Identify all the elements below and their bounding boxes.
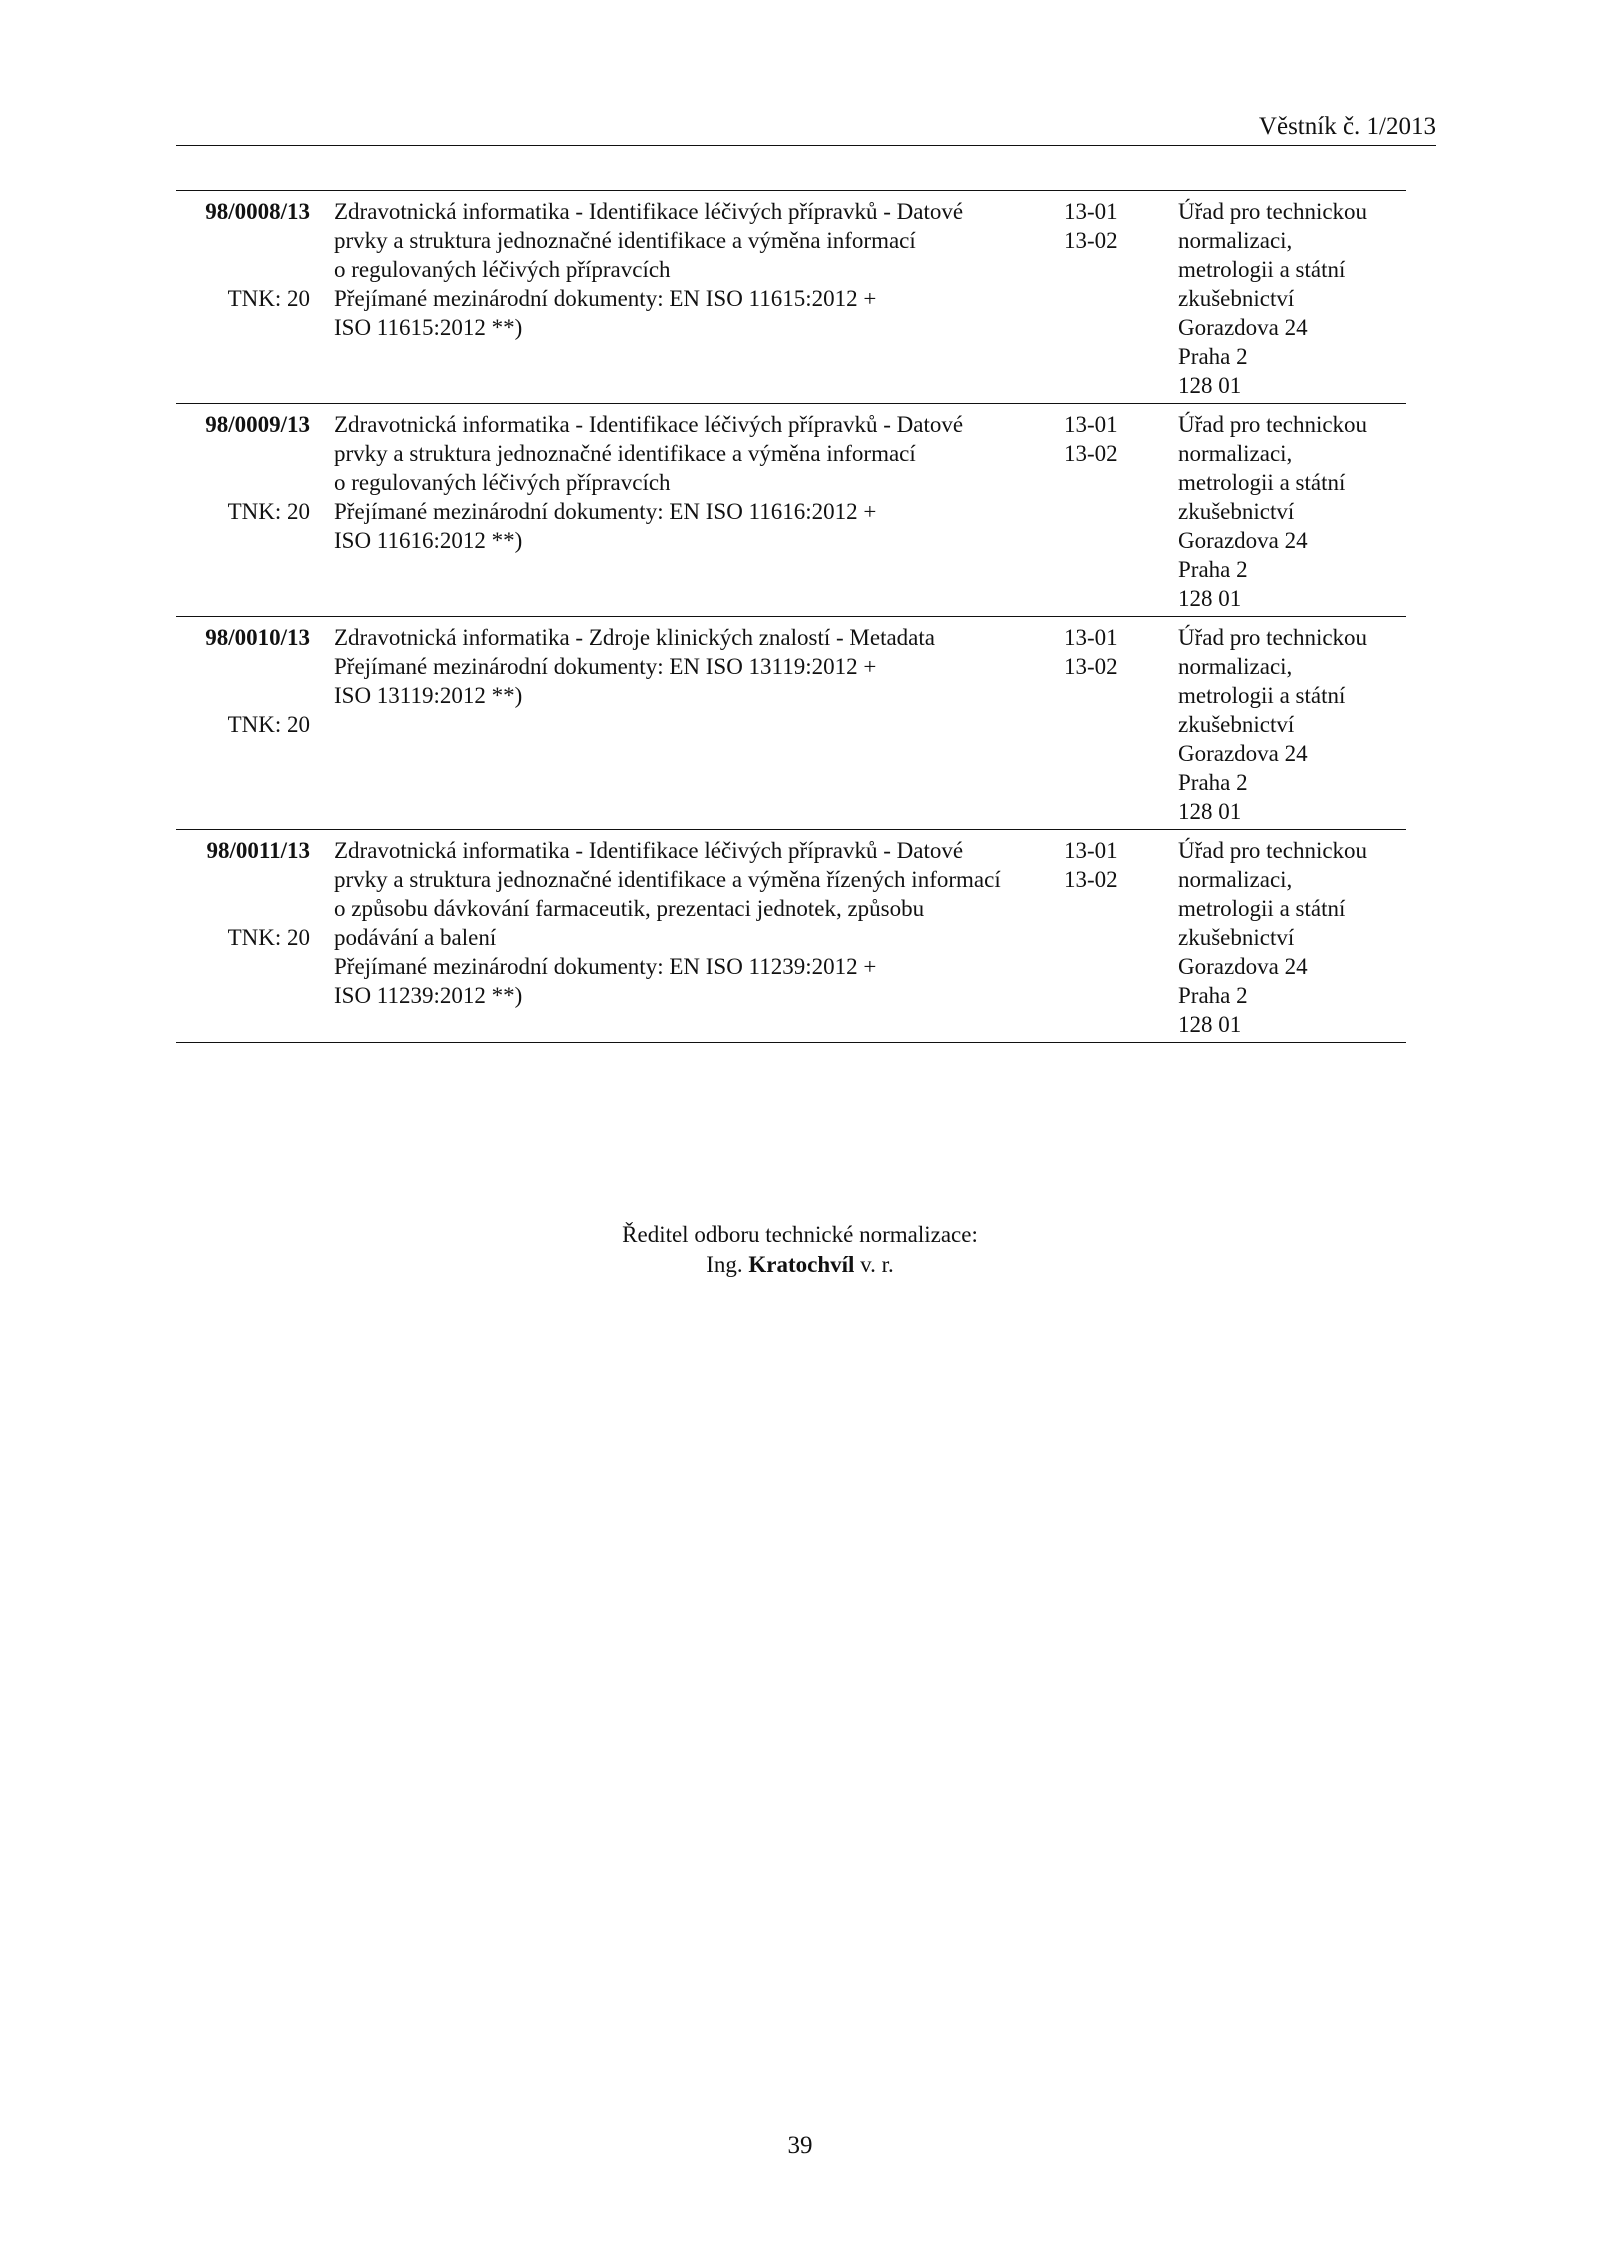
- office-line: Praha 2: [1178, 344, 1248, 369]
- office-line: Úřad pro technickou: [1178, 625, 1368, 650]
- description-line: ISO 11615:2012 **): [334, 315, 523, 340]
- office-line: Gorazdova 24: [1178, 741, 1308, 766]
- entry-id-cell: [176, 197, 310, 313]
- ics-code: 13-02: [1064, 228, 1118, 253]
- ics-code: 13-01: [1064, 199, 1118, 224]
- entry-ics: [1064, 836, 1154, 894]
- ics-code: 13-01: [1064, 838, 1118, 863]
- entry-id-cell: [176, 623, 310, 739]
- description-line: ISO 11239:2012 **): [334, 983, 523, 1008]
- entry-number: 98/0008/13: [205, 199, 310, 224]
- description-line: o regulovaných léčivých přípravcích: [334, 470, 671, 495]
- signature-name-line: [0, 1250, 1600, 1280]
- ics-code: 13-01: [1064, 625, 1118, 650]
- office-line: Gorazdova 24: [1178, 954, 1308, 979]
- signature-suffix: v. r.: [860, 1252, 894, 1277]
- description-line: Přejímané mezinárodní dokumenty: EN ISO 11616:2012 +: [334, 499, 877, 524]
- office-line: zkušebnictví: [1178, 925, 1295, 950]
- standards-table: [176, 190, 1406, 1043]
- ics-code: 13-01: [1064, 412, 1118, 437]
- office-line: normalizaci,: [1178, 228, 1293, 253]
- entry-id-cell: [176, 410, 310, 526]
- signature-prefix: Ing.: [706, 1252, 743, 1277]
- description-line: prvky a struktura jednoznačné identifikace a výměna informací: [334, 441, 916, 466]
- bulletin-title: Věstník č. 1/2013: [1258, 113, 1436, 140]
- signature-name: Kratochvíl: [748, 1252, 855, 1277]
- description-line: Přejímané mezinárodní dokumenty: EN ISO 11615:2012 +: [334, 286, 877, 311]
- table-row: [176, 617, 1406, 830]
- office-line: normalizaci,: [1178, 441, 1293, 466]
- entry-tnk: TNK: 20: [227, 925, 310, 950]
- office-line: metrologii a státní: [1178, 257, 1346, 282]
- entry-id-cell: [176, 836, 310, 952]
- description-line: Zdravotnická informatika - Identifikace léčivých přípravků - Datové: [334, 199, 964, 224]
- entry-number: 98/0009/13: [205, 412, 310, 437]
- description-line: Přejímané mezinárodní dokumenty: EN ISO 13119:2012 +: [334, 654, 877, 679]
- office-line: Úřad pro technickou: [1178, 412, 1368, 437]
- description-line: ISO 11616:2012 **): [334, 528, 523, 553]
- description-line: Zdravotnická informatika - Zdroje klinických znalostí - Metadata: [334, 625, 935, 650]
- office-line: Praha 2: [1178, 983, 1248, 1008]
- office-line: 128 01: [1178, 586, 1242, 611]
- description-line: ISO 13119:2012 **): [334, 683, 523, 708]
- description-line: podávání a balení: [334, 925, 497, 950]
- ics-code: 13-02: [1064, 867, 1118, 892]
- entry-tnk: TNK: 20: [227, 712, 310, 737]
- office-line: 128 01: [1178, 1012, 1242, 1037]
- office-line: Gorazdova 24: [1178, 315, 1308, 340]
- description-line: prvky a struktura jednoznačné identifikace a výměna řízených informací: [334, 867, 1001, 892]
- entry-description: [334, 410, 1034, 555]
- office-line: Praha 2: [1178, 557, 1248, 582]
- entry-description: [334, 623, 1034, 710]
- office-line: metrologii a státní: [1178, 683, 1346, 708]
- description-line: Zdravotnická informatika - Identifikace léčivých přípravků - Datové: [334, 412, 964, 437]
- office-line: metrologii a státní: [1178, 470, 1346, 495]
- office-line: normalizaci,: [1178, 654, 1293, 679]
- entry-tnk: TNK: 20: [227, 499, 310, 524]
- description-line: o regulovaných léčivých přípravcích: [334, 257, 671, 282]
- table-row: [176, 830, 1406, 1043]
- office-line: Úřad pro technickou: [1178, 199, 1368, 224]
- entry-ics: [1064, 410, 1154, 468]
- ics-code: 13-02: [1064, 441, 1118, 466]
- office-line: normalizaci,: [1178, 867, 1293, 892]
- office-line: 128 01: [1178, 799, 1242, 824]
- office-line: metrologii a státní: [1178, 896, 1346, 921]
- office-line: zkušebnictví: [1178, 499, 1295, 524]
- entry-office: [1178, 410, 1403, 613]
- entry-office: [1178, 197, 1403, 400]
- signature-block: [0, 1220, 1600, 1280]
- entry-number: 98/0010/13: [205, 625, 310, 650]
- description-line: Přejímané mezinárodní dokumenty: EN ISO 11239:2012 +: [334, 954, 877, 979]
- office-line: zkušebnictví: [1178, 712, 1295, 737]
- entry-ics: [1064, 623, 1154, 681]
- table-row: [176, 191, 1406, 404]
- entry-number: 98/0011/13: [206, 838, 310, 863]
- entry-office: [1178, 623, 1403, 826]
- header-divider: [176, 145, 1436, 146]
- entry-office: [1178, 836, 1403, 1039]
- office-line: Gorazdova 24: [1178, 528, 1308, 553]
- office-line: Praha 2: [1178, 770, 1248, 795]
- entry-ics: [1064, 197, 1154, 255]
- entry-description: [334, 836, 1034, 1010]
- office-line: 128 01: [1178, 373, 1242, 398]
- page-number: 39: [787, 2132, 813, 2159]
- description-line: Zdravotnická informatika - Identifikace léčivých přípravků - Datové: [334, 838, 964, 863]
- entry-tnk: TNK: 20: [227, 286, 310, 311]
- description-line: prvky a struktura jednoznačné identifikace a výměna informací: [334, 228, 916, 253]
- signature-role: Ředitel odboru technické normalizace:: [622, 1222, 978, 1247]
- description-line: o způsobu dávkování farmaceutik, prezentaci jednotek, způsobu: [334, 896, 925, 921]
- entry-description: [334, 197, 1034, 342]
- office-line: zkušebnictví: [1178, 286, 1295, 311]
- ics-code: 13-02: [1064, 654, 1118, 679]
- office-line: Úřad pro technickou: [1178, 838, 1368, 863]
- table-row: [176, 404, 1406, 617]
